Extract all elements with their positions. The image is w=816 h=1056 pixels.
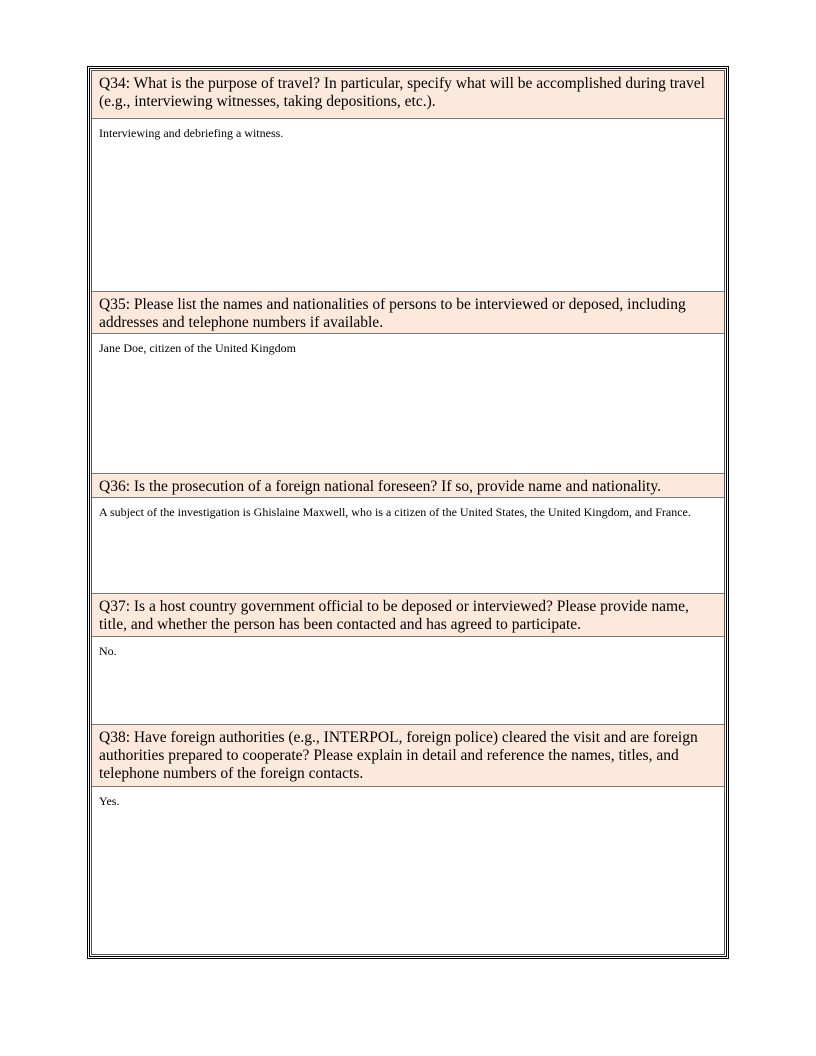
travel-request-form-table: [87, 66, 729, 959]
question-q38: Q38: Have foreign authorities (e.g., INTERPOL, foreign police) cleared the visit and are foreign authorities prepared to cooperate? Please explain in detail and reference the names, titles, and telephone numbers of the foreign contacts.: [92, 725, 724, 787]
question-q35: Q35: Please list the names and nationalities of persons to be interviewed or deposed, including addresses and telephone numbers if available.: [92, 292, 724, 334]
answer-q35: Jane Doe, citizen of the United Kingdom: [92, 334, 724, 474]
question-q37: Q37: Is a host country government official to be deposed or interviewed? Please provide name, title, and whether the person has been contacted and has agreed to participate.: [92, 594, 724, 637]
answer-q37: No.: [92, 637, 724, 725]
question-q36: Q36: Is the prosecution of a foreign national foreseen? If so, provide name and nationality.: [92, 474, 724, 498]
answer-q36: A subject of the investigation is Ghislaine Maxwell, who is a citizen of the United States, the United Kingdom, and France.: [92, 498, 724, 594]
question-q34: Q34: What is the purpose of travel? In particular, specify what will be accomplished during travel (e.g., interviewing witnesses, taking depositions, etc.).: [92, 71, 724, 119]
form-table-inner: [91, 70, 725, 955]
answer-q34: Interviewing and debriefing a witness.: [92, 119, 724, 292]
answer-q38: Yes.: [99, 794, 120, 808]
